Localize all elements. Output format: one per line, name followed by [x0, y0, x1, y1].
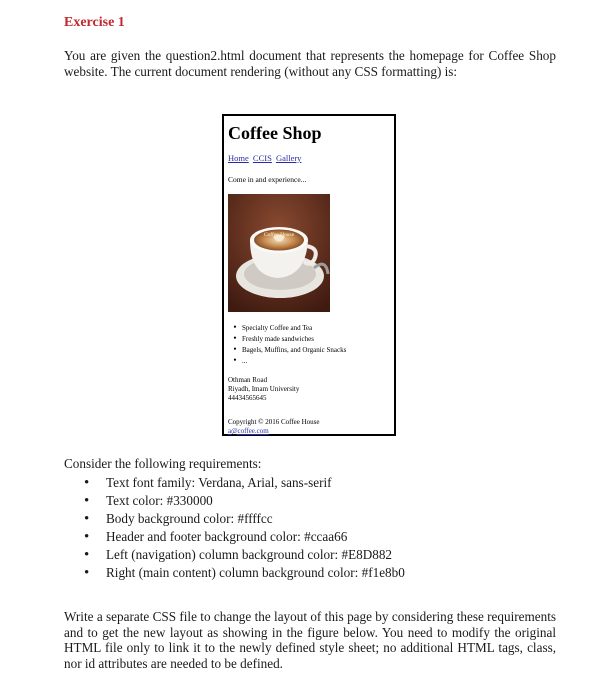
requirement-item: • Text font family: Verdana, Arial, sans-serif [64, 474, 556, 492]
features-list [228, 322, 346, 366]
nav-link-gallery[interactable]: Gallery [275, 153, 302, 163]
requirement-item: • Left (navigation) column background color: #E8D882 [64, 546, 556, 564]
nav-link-home[interactable]: Home [228, 153, 249, 163]
list-item: • Specialty Coffee and Tea [228, 322, 346, 333]
requirements-section [64, 456, 556, 582]
site-tagline: Come in and experience... [228, 175, 307, 184]
site-title: Coffee Shop [228, 123, 322, 143]
list-item: • Bagels, Muffins, and Organic Snacks [228, 344, 346, 355]
requirement-item: • Header and footer background color: #ccaa66 [64, 528, 556, 546]
coffee-shop-screenshot [222, 114, 396, 436]
requirement-item: • Text color: #330000 [64, 492, 556, 510]
address-phone: 44434565645 [228, 394, 267, 402]
list-item: • ... [228, 355, 346, 366]
requirement-item: • Right (main content) column background color: #f1e8b0 [64, 564, 556, 582]
copyright-text: Copyright © 2016 Coffee House [228, 418, 320, 426]
address-street: Othman Road [228, 376, 268, 384]
intro-paragraph: You are given the question2.html document that represents the homepage for Coffee Shop website. The current document rendering (without any CSS formatting) is: [64, 48, 556, 79]
address-city: Riyadh, Imam University [228, 385, 300, 393]
requirement-item: • Body background color: #ffffcc [64, 510, 556, 528]
site-nav [228, 153, 303, 163]
nav-link-ccis[interactable]: CCIS [252, 153, 272, 163]
coffee-cup-photo [228, 194, 330, 312]
requirements-lead: Consider the following requirements: [64, 456, 262, 471]
closing-paragraph: Write a separate CSS file to change the layout of this page by considering these requirements and to get the new layout as showing in the figure below. You need to modify the original HTML file only to link it to the newly defined style sheet; no additional HTML tags, class, nor id attributes are needed to be defined. [64, 609, 556, 671]
email-link[interactable]: a@coffee.com [228, 426, 269, 435]
photo-caption: Coffee House [263, 232, 295, 238]
list-item: • Freshly made sandwiches [228, 333, 346, 344]
requirements-list [64, 474, 556, 582]
address-block [228, 376, 299, 403]
site-footer [228, 418, 320, 435]
exercise-title: Exercise 1 [64, 15, 125, 30]
